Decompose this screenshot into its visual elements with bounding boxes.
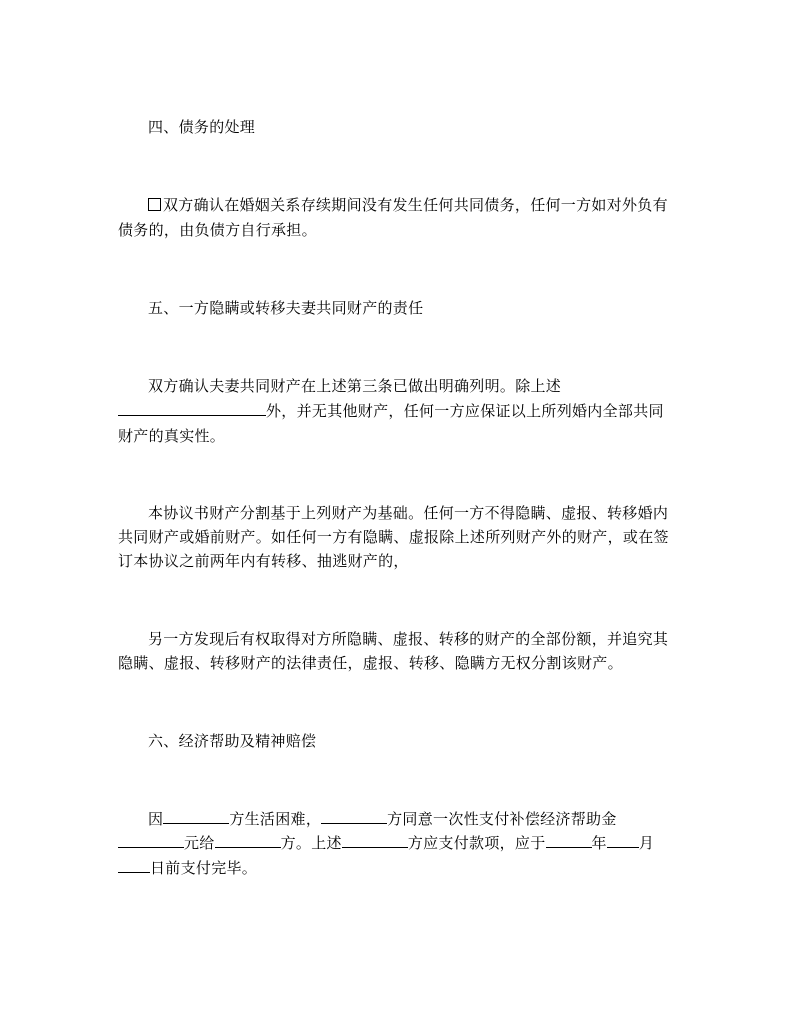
text: 外，并无其他财产，任何一方应保证以上所列婚内全部共同 (266, 402, 664, 420)
text: 双方确认在婚姻关系存续期间没有发生任何共同债务，任何一方如对外负有 (163, 196, 668, 214)
section-5-paragraph-3-line-2: 隐瞒、虚报、转移财产的法律责任，虚报、转移、隐瞒方无权分割该财产。 (118, 654, 623, 672)
fill-blank-party-2[interactable] (321, 809, 387, 824)
section-4-paragraph-line-2: 债务的，由负债方自行承担。 (118, 221, 317, 239)
fill-blank-year[interactable] (546, 833, 592, 848)
text: 月 (638, 834, 655, 852)
section-4-heading: 四、债务的处理 (148, 118, 256, 136)
section-5-heading: 五、一方隐瞒或转移夫妻共同财产的责任 (148, 299, 424, 317)
section-5-paragraph-1-line-2 (118, 400, 688, 423)
section-6-paragraph-line-3 (118, 857, 688, 880)
fill-blank[interactable] (118, 401, 266, 416)
section-5-paragraph-2-line-2: 共同财产或婚前财产。如任何一方有隐瞒、虚报除上述所列财产外的财产，或在签 (118, 528, 669, 546)
fill-blank-month[interactable] (607, 833, 639, 848)
fill-blank-amount[interactable] (118, 833, 184, 848)
checkbox[interactable] (148, 198, 161, 211)
text: 日前支付完毕。 (150, 859, 258, 877)
section-6-heading: 六、经济帮助及精神赔偿 (148, 732, 317, 750)
fill-blank-recipient[interactable] (215, 833, 281, 848)
section-5-paragraph-2-line-1: 本协议书财产分割基于上列财产为基础。任何一方不得隐瞒、虚报、转移婚内 (148, 504, 669, 522)
text: 方同意一次性支付补偿经济帮助金 (387, 810, 617, 828)
fill-blank-payer[interactable] (342, 833, 408, 848)
text: 元给 (184, 834, 215, 852)
text: 方。上述 (280, 834, 342, 852)
fill-blank-party-1[interactable] (163, 809, 229, 824)
text: 方生活困难， (229, 810, 322, 828)
section-4-paragraph-line-1 (148, 194, 718, 217)
text: 方应支付款项，应于 (407, 834, 546, 852)
section-5-paragraph-1-line-1: 双方确认夫妻共同财产在上述第三条已做出明确列明。除上述 (148, 377, 562, 395)
section-6-paragraph-line-2 (118, 832, 688, 855)
text: 因 (148, 810, 164, 828)
text: 年 (591, 834, 607, 852)
section-6-paragraph-line-1 (148, 808, 718, 831)
section-5-paragraph-1-line-3: 财产的真实性。 (118, 427, 226, 445)
section-5-paragraph-3-line-1: 另一方发现后有权取得对方所隐瞒、虚报、转移的财产的全部份额，并追究其 (148, 630, 669, 648)
fill-blank-day[interactable] (118, 858, 150, 873)
section-5-paragraph-2-line-3: 订本协议之前两年内有转移、抽逃财产的， (118, 552, 409, 570)
